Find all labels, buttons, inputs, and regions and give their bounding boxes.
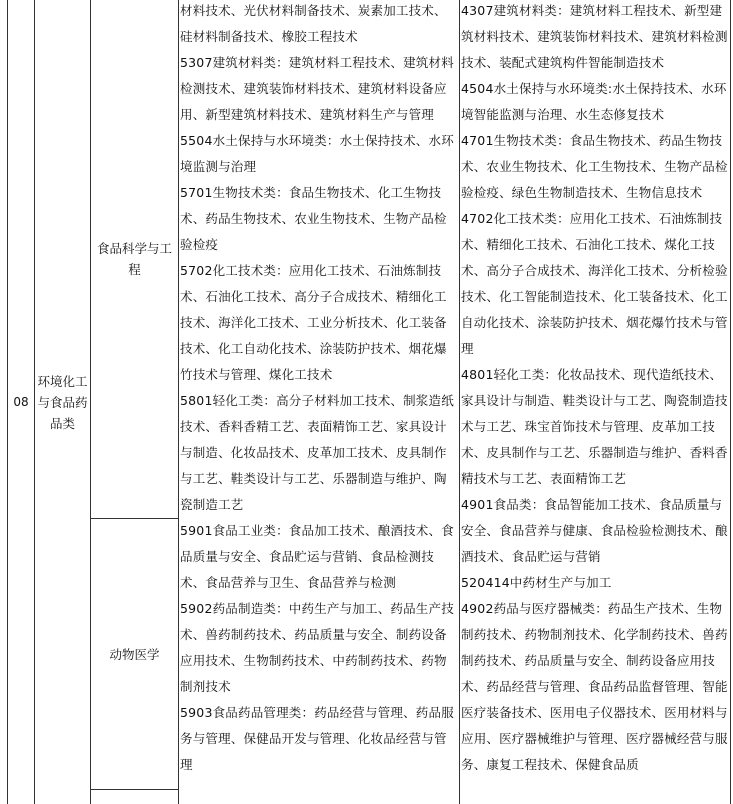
old-majors-list bbox=[180, 0, 458, 804]
category-name: 环境化工与食品药品类 bbox=[37, 373, 88, 431]
list-item: 5903食品药品管理类：药品经营与管理、药品服务与管理、保健品开发与管理、化妆品经营与管理 bbox=[180, 705, 454, 772]
table-divider bbox=[459, 0, 460, 804]
row-divider bbox=[90, 789, 179, 790]
list-item: 4504水土保持与水环境类:水土保持技术、水环境智能监测与治理、水生态修复技术 bbox=[461, 81, 727, 122]
list-item: 4702化工技术类：应用化工技术、石油炼制技术、精细化工技术、石油化工技术、煤化工技术、高分子合成技术、海洋化工技术、分析检验技术、化工智能制造技术、化工装备技术、化工自动化技术、涂装防护技术、烟花爆竹技术与管理 bbox=[461, 211, 728, 356]
list-item: 4901食品类：食品智能加工技术、食品质量与安全、食品营养与健康、食品检验检测技术、酿酒技术、食品贮运与营销 bbox=[461, 497, 728, 564]
list-item: 5901食品工业类：食品加工技术、酿酒技术、食品质量与安全、食品贮运与营销、食品检测技术、食品营养与卫生、食品营养与检测 bbox=[180, 523, 454, 590]
major-name: 食品科学与工程 bbox=[96, 241, 172, 277]
list-item: 4902药品与医疗器械类：药品生产技术、生物制药技术、药物制剂技术、化学制药技术、兽药制药技术、药品质量与安全、制药设备应用技术、药品经营与管理、食品药品监督管理、智能医疗装备技术、医用电子仪器技术、医用材料与应用、医疗器械维护与管理、医疗器械经营与服务、康复工程技术、保健食品质 bbox=[461, 601, 728, 772]
major-name: 动物医学 bbox=[109, 646, 160, 662]
new-majors-list bbox=[461, 0, 729, 804]
list-item: 4801轻化工类：化妆品技术、现代造纸技术、家具设计与制造、鞋类设计与工艺、陶瓷制造技术与工艺、珠宝首饰技术与管理、皮革加工技术、皮具制作与工艺、乐器制造与维护、香料香精技术与工艺、表面精饰工艺 bbox=[461, 367, 728, 486]
list-item: 5902药品制造类：中药生产与加工、药品生产技术、兽药制药技术、药品质量与安全、制药设备应用技术、生物制药技术、中药制药技术、药物制剂技术 bbox=[180, 601, 454, 694]
table-border-right bbox=[730, 0, 731, 804]
list-item: 5702化工技术类：应用化工技术、石油炼制技术、石油化工技术、高分子合成技术、精细化工技术、海洋化工技术、工业分析技术、化工装备技术、化工自动化技术、涂装防护技术、烟花爆竹技术与管理、煤化工技术 bbox=[180, 263, 447, 382]
list-item: 520414中药材生产与加工 bbox=[461, 575, 612, 590]
category-code: 08 bbox=[13, 394, 29, 409]
table-divider bbox=[178, 0, 179, 804]
list-item: 5801轻化工类：高分子材料加工技术、制浆造纸技术、香料香精工艺、表面精饰工艺、家具设计与制造、化妆品技术、皮革加工技术、皮具制作与工艺、鞋类设计与工艺、乐器制造与维护、陶瓷制造工艺 bbox=[180, 393, 454, 512]
list-item: 4307建筑材料类：建筑材料工程技术、新型建筑材料技术、建筑装饰材料技术、建筑材料检测技术、装配式建筑构件智能制造技术 bbox=[461, 3, 728, 70]
list-item: 5307建筑材料类：建筑材料工程技术、建筑材料检测技术、建筑装饰材料技术、建筑材料设备应用、新型建筑材料技术、建筑材料生产与管理 bbox=[180, 55, 454, 122]
list-item: 5504水土保持与水环境类：水土保持技术、水环境监测与治理 bbox=[180, 133, 454, 174]
list-item: 5701生物技术类：食品生物技术、化工生物技术、药品生物技术、农业生物技术、生物产品检验检疫 bbox=[180, 185, 447, 252]
list-item: 4701生物技术类：食品生物技术、药品生物技术、农业生物技术、化工生物技术、生物产品检验检疫、绿色生物制造技术、生物信息技术 bbox=[461, 133, 728, 200]
list-item: 材料技术、光伏材料制备技术、炭素加工技术、硅材料制备技术、橡胶工程技术 bbox=[180, 3, 447, 44]
